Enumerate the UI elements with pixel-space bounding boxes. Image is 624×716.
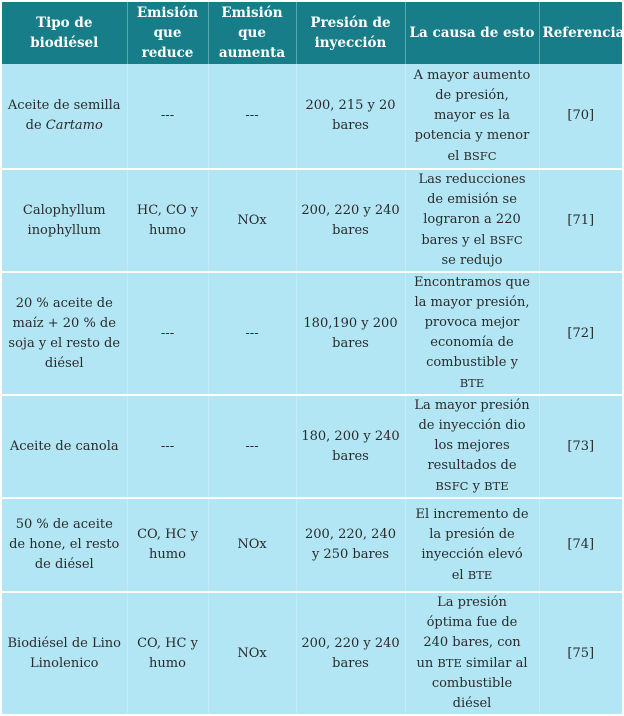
biodiesel-injection-table [2, 2, 622, 716]
cell-causa-conj: y [472, 479, 480, 494]
cell-causa-abbr: BSFC [435, 479, 469, 493]
cell-referencia: [71] [539, 169, 622, 272]
table-body [2, 64, 622, 715]
table-row [2, 169, 622, 272]
cell-causa [405, 64, 539, 169]
cell-presion: 180,190 y 200 bares [296, 272, 405, 395]
cell-aumenta: NOx [208, 592, 296, 715]
cell-causa-abbr: BSFC [489, 233, 523, 247]
cell-reduce: --- [127, 272, 208, 395]
cell-presion: 180, 200 y 240 bares [296, 395, 405, 498]
cell-tipo [2, 64, 127, 169]
cell-presion: 200, 215 y 20 bares [296, 64, 405, 169]
cell-causa [405, 498, 539, 592]
table-header [2, 2, 622, 64]
header-causa: La causa de esto [405, 2, 539, 64]
cell-referencia: [74] [539, 498, 622, 592]
cell-causa-text: Las reducciones de emisión se lograron a 220 bares y el [418, 172, 526, 248]
header-reduce: Emisión que reduce [127, 2, 208, 64]
cell-causa [405, 592, 539, 715]
cell-tipo: Aceite de canola [2, 395, 127, 498]
cell-causa-text: El incremento de la presión de inyección elevó el [415, 506, 529, 583]
table-row [2, 395, 622, 498]
cell-presion: 200, 220 y 240 bares [296, 592, 405, 715]
cell-tipo: Biodiésel de Lino Linolenico [2, 592, 127, 715]
cell-causa-text: Encontramos que la mayor presión, provoca mejor economía de combustible y [414, 275, 530, 370]
cell-presion: 200, 220 y 240 bares [296, 169, 405, 272]
cell-tipo: 20 % aceite de maíz + 20 % de soja y el resto de diésel [2, 272, 127, 395]
cell-referencia: [73] [539, 395, 622, 498]
cell-causa-abbr: BSFC [463, 148, 497, 163]
table-row [2, 64, 622, 169]
cell-causa-text: La mayor presión de inyección dio los mejores resultados de [414, 398, 530, 473]
cell-causa-abbr-2: BTE [484, 479, 509, 493]
cell-reduce: HC, CO y humo [127, 169, 208, 272]
cell-tipo: Calophyllum inophyllum [2, 169, 127, 272]
cell-aumenta: NOx [208, 498, 296, 592]
cell-aumenta: NOx [208, 169, 296, 272]
cell-reduce: --- [127, 64, 208, 169]
cell-causa-text: A mayor aumento de presión, mayor es la potencia y menor el [413, 67, 531, 164]
cell-reduce: CO, HC y humo [127, 592, 208, 715]
cell-causa [405, 272, 539, 395]
header-tipo: Tipo de biodiésel [2, 2, 127, 64]
header-referencia: Referencia [539, 2, 622, 64]
cell-presion: 200, 220, 240 y 250 bares [296, 498, 405, 592]
cell-aumenta: --- [208, 64, 296, 169]
header-presion: Presión de inyección [296, 2, 405, 64]
cell-causa-abbr: BTE [437, 656, 462, 670]
cell-referencia: [75] [539, 592, 622, 715]
table-row [2, 272, 622, 395]
cell-causa-text-end: similar al combustible diésel [431, 656, 528, 711]
cell-causa [405, 395, 539, 498]
cell-aumenta: --- [208, 272, 296, 395]
cell-tipo: 50 % de aceite de hone, el resto de diésel [2, 498, 127, 592]
header-row [2, 2, 622, 64]
cell-causa-text: La presión óptima fue de 240 bares, con un [416, 595, 521, 671]
cell-causa [405, 169, 539, 272]
cell-causa-abbr: BTE [467, 567, 493, 582]
cell-referencia: [72] [539, 272, 622, 395]
cell-reduce: --- [127, 395, 208, 498]
cell-causa-text-end: se redujo [441, 253, 503, 268]
table-row [2, 592, 622, 715]
cell-causa-abbr: BTE [459, 376, 485, 390]
cell-aumenta: --- [208, 395, 296, 498]
cell-tipo-text: Aceite de semilla de [7, 98, 121, 133]
cell-tipo-italic: Cartamo [45, 118, 103, 133]
cell-referencia: [70] [539, 64, 622, 169]
cell-reduce: CO, HC y humo [127, 498, 208, 592]
header-aumenta: Emisión que aumenta [208, 2, 296, 64]
table-row [2, 498, 622, 592]
